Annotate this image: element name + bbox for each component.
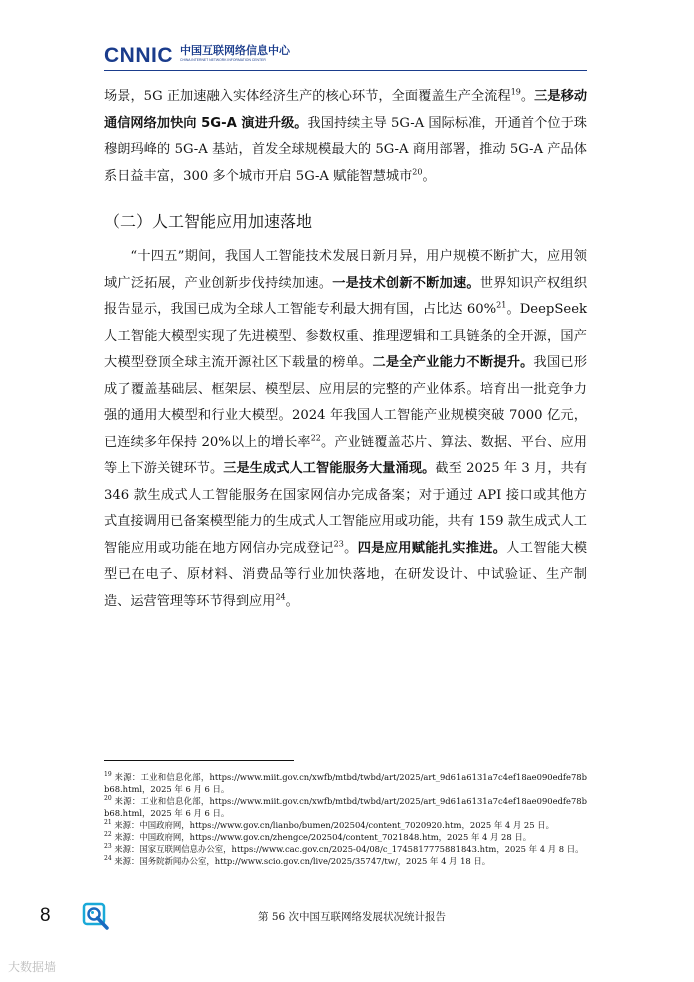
paragraph-5g: 场景，5G 正加速融入实体经济生产的核心环节，全面覆盖生产全流程$^{19}$。三是移动通信网络加快向 5G-A 演进升级。我国持续主导 5G-A 国际标准，开通首个位于珠穆朗玛峰的 5G-A 基站，首发全球规模最大的 5G-A 商用部署，推动 5G-A 产品体系日益丰富，300 多个城市开启 5G-A 赋能智慧城市$^{20}$。 bbox=[104, 87, 588, 184]
footnote-divider bbox=[104, 760, 294, 761]
bold-point-four: 四是应用赋能扎实推进。 bbox=[357, 540, 507, 556]
report-title: 第 56 次中国互联网络发展状况统计报告 bbox=[258, 911, 447, 923]
header-divider bbox=[104, 70, 587, 71]
page-number: 8 bbox=[40, 905, 51, 926]
bold-point-two: 二是全产业能力不断提升。 bbox=[372, 355, 534, 370]
footnote-20: $^{20}$ 来源：工业和信息化部，https://www.miit.gov.cn/xwfb/mtbd/twbd/art/2025/art_9d61a6131a7c4ef18ae090edfe78bb68.html，2025 年 6 月 6 日。 bbox=[104, 795, 587, 818]
section-title: （二）人工智能应用加速落地 bbox=[104, 212, 313, 231]
org-name-cn: 中国互联网络信息中心 bbox=[180, 44, 290, 57]
cnnic-magnifier-icon bbox=[82, 901, 110, 931]
org-name-en: CHINA INTERNET NETWORK INFORMATION CENTER bbox=[180, 58, 266, 62]
footnotes bbox=[104, 771, 587, 867]
bold-point-three-5g: 三是移动通信网络加快向 5G-A 演进升级。 bbox=[104, 89, 588, 131]
footnote-22: $^{22}$ 来源：中国政府网，https://www.gov.cn/zhengce/202504/content_7021848.htm，2025 年 4 月 28 日。 bbox=[104, 831, 532, 842]
watermark: 大数据墙 bbox=[8, 960, 57, 974]
bold-point-three: 三是生成式人工智能服务大量涌现。 bbox=[223, 461, 436, 476]
footnote-21: $^{21}$ 来源：中国政府网，https://www.gov.cn/lianbo/bumen/202504/content_7020920.htm，2025 年 4 月 25 日。 bbox=[104, 819, 554, 830]
footnote-19: $^{19}$ 来源：工业和信息化部，https://www.miit.gov.cn/xwfb/mtbd/twbd/art/2025/art_9d61a6131a7c4ef18ae090edfe78bb68.html，2025 年 6 月 6 日。 bbox=[104, 771, 587, 794]
paragraph-ai: “十四五”期间，我国人工智能技术发展日新月异，用户规模不断扩大，应用领域广泛拓展，产业创新步伐持续加速。一是技术创新不断加速。世界知识产权组织报告显示，我国已成为全球人工智能专利最大拥有国，占比达 60%$^{21}$。DeepSeek 人工智能大模型实现了先进模型、参数权重、推理逻辑和工具链条的全开源，国产大模型登顶全球主流开源社区下载量的榜单。二是全产业能力不断提升。我国已形成了覆盖基础层、框架层、模型层、应用层的完整的产业体系。培育出一批竞争力强的通用大模型和行业大模型。2024 年我国人工智能产业规模突破 7000 亿元，已连续多年保持 20%以上的增长率$^{22}$。产业链覆盖芯片、算法、数据、平台、应用等上下游关键环节。三是生成式人工智能服务大量涌现。截至 2025 年 3 月，共有 346 款生成式人工智能服务在国家网信办完成备案；对于通过 API 接口或其他方式直接调用已备案模型能力的生成式人工智能应用或功能，共有 159 款生成式人工智能应用或功能在地方网信办完成登记$^{23}$。四是应用赋能扎实推进。人工智能大模型已在电子、原材料、消费品等行业加快落地，在研发设计、中试验证、生产制造、运营管理等环节得到应用$^{24}$。 bbox=[104, 249, 588, 609]
bold-point-one: 一是技术创新不断加速。 bbox=[332, 275, 480, 291]
page-header bbox=[104, 44, 592, 70]
footnote-24: $^{24}$ 来源：国务院新闻办公室，http://www.scio.gov.cn/live/2025/35747/tw/，2025 年 4 月 18 日。 bbox=[104, 855, 491, 866]
footnote-23: $^{23}$ 来源：国家互联网信息办公室，https://www.cac.gov.cn/2025-04/08/c_1745817775881843.htm，2025 年 4 月 8 日。 bbox=[104, 843, 584, 854]
cnnic-logo: CNNIC bbox=[104, 44, 173, 67]
